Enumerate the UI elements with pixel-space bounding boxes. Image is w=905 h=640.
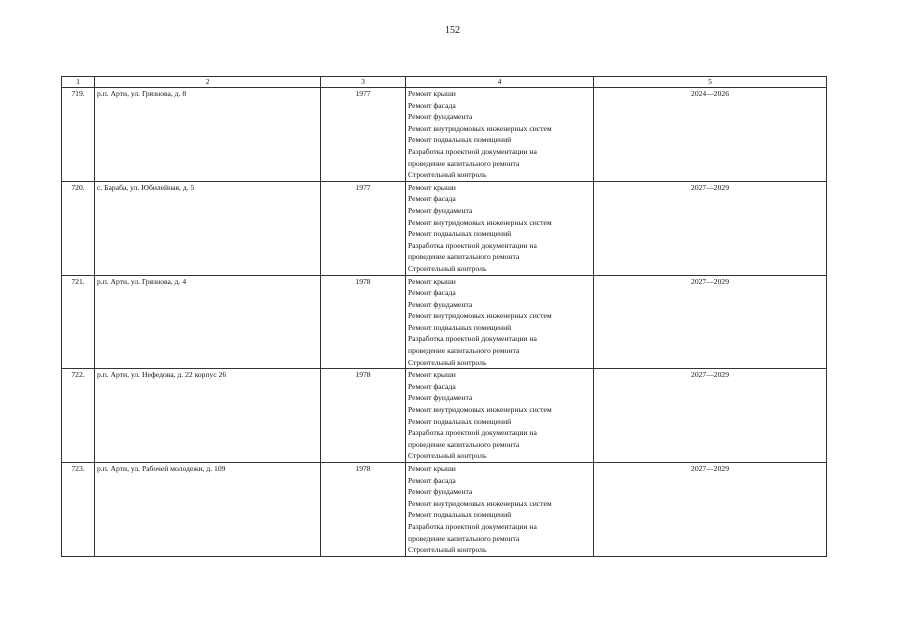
address-cell: р.п. Арти, ул. Грязнова, д. 8 — [95, 88, 321, 182]
year-cell: 1977 — [321, 181, 406, 275]
work-item: Ремонт фасада — [408, 381, 456, 391]
work-item: Ремонт крыши — [408, 370, 456, 380]
work-item: Ремонт внутридомовых инженерных систем — [408, 311, 552, 321]
table-row — [62, 369, 827, 463]
table-row — [62, 275, 827, 369]
row-number-cell: 720. — [62, 181, 95, 275]
work-item: Ремонт подвальных помещений — [408, 416, 512, 426]
works-cell — [406, 463, 594, 557]
address-cell: р.п. Арти, ул. Нефедова, д. 22 корпус 26 — [95, 369, 321, 463]
page-number: 152 — [445, 25, 460, 36]
header-col-4: 4 — [406, 77, 594, 88]
header-col-5: 5 — [594, 77, 827, 88]
work-item: Ремонт фасада — [408, 288, 456, 298]
period-cell: 2027—2029 — [594, 181, 827, 275]
work-item: Строительный контроль — [408, 170, 487, 180]
header-col-3: 3 — [321, 77, 406, 88]
work-item: Ремонт внутридомовых инженерных систем — [408, 405, 552, 415]
table-row — [62, 181, 827, 275]
work-item: Ремонт крыши — [408, 276, 456, 286]
work-item: Ремонт фундамента — [408, 393, 473, 403]
address-cell: р.п. Арти, ул. Грязнова, д. 4 — [95, 275, 321, 369]
row-number-cell: 719. — [62, 88, 95, 182]
table-body — [62, 88, 827, 557]
period-cell: 2027—2029 — [594, 369, 827, 463]
year-cell: 1978 — [321, 275, 406, 369]
work-item: Ремонт фундамента — [408, 487, 473, 497]
work-item: Ремонт подвальных помещений — [408, 322, 512, 332]
work-item: Разработка проектной документации на — [408, 240, 537, 250]
year-cell: 1978 — [321, 369, 406, 463]
period-cell: 2027—2029 — [594, 463, 827, 557]
work-item: Ремонт внутридомовых инженерных систем — [408, 123, 552, 133]
work-item: Ремонт крыши — [408, 464, 456, 473]
work-item: Разработка проектной документации на — [408, 146, 537, 156]
table-row — [62, 88, 827, 182]
work-item: Разработка проектной документации на — [408, 428, 537, 438]
address-cell: с. Бараба, ул. Юбилейная, д. 5 — [95, 181, 321, 275]
row-number-cell: 722. — [62, 369, 95, 463]
work-item: Ремонт внутридомовых инженерных систем — [408, 498, 552, 508]
works-cell — [406, 88, 594, 182]
table-header-row — [62, 77, 827, 88]
work-item: Ремонт крыши — [408, 182, 456, 192]
work-item: проведение капитального ремонта — [408, 252, 520, 262]
work-item: Строительный контроль — [408, 263, 487, 273]
repair-schedule-table — [61, 76, 827, 557]
work-item: проведение капитального ремонта — [408, 346, 520, 356]
works-cell — [406, 369, 594, 463]
work-item: Ремонт крыши — [408, 89, 456, 98]
work-item: Ремонт фасада — [408, 100, 456, 110]
work-item: Ремонт подвальных помещений — [408, 229, 512, 239]
work-item: проведение капитального ремонта — [408, 158, 520, 168]
work-item: Ремонт подвальных помещений — [408, 510, 512, 520]
header-col-1: 1 — [62, 77, 95, 88]
work-item: Ремонт фасада — [408, 475, 456, 485]
work-item: Строительный контроль — [408, 357, 487, 367]
work-item: Строительный контроль — [408, 451, 487, 461]
year-cell: 1977 — [321, 88, 406, 182]
period-cell: 2027—2029 — [594, 275, 827, 369]
works-cell — [406, 275, 594, 369]
table-row — [62, 463, 827, 557]
row-number-cell: 723. — [62, 463, 95, 557]
work-item: Ремонт подвальных помещений — [408, 135, 512, 145]
header-col-2: 2 — [95, 77, 321, 88]
period-cell: 2024—2026 — [594, 88, 827, 182]
work-item: Ремонт фундамента — [408, 205, 473, 215]
work-item: Ремонт фасада — [408, 194, 456, 204]
work-item: Ремонт фундамента — [408, 299, 473, 309]
year-cell: 1978 — [321, 463, 406, 557]
work-item: Ремонт внутридомовых инженерных систем — [408, 217, 552, 227]
work-item: Ремонт фундамента — [408, 112, 473, 122]
work-item: Строительный контроль — [408, 545, 487, 555]
work-item: Разработка проектной документации на — [408, 521, 537, 531]
work-item: проведение капитального ремонта — [408, 439, 520, 449]
work-item: проведение капитального ремонта — [408, 533, 520, 543]
address-cell: р.п. Арти, ул. Рабочей молодежи, д. 109 — [95, 463, 321, 557]
works-cell — [406, 181, 594, 275]
work-item: Разработка проектной документации на — [408, 334, 537, 344]
row-number-cell: 721. — [62, 275, 95, 369]
